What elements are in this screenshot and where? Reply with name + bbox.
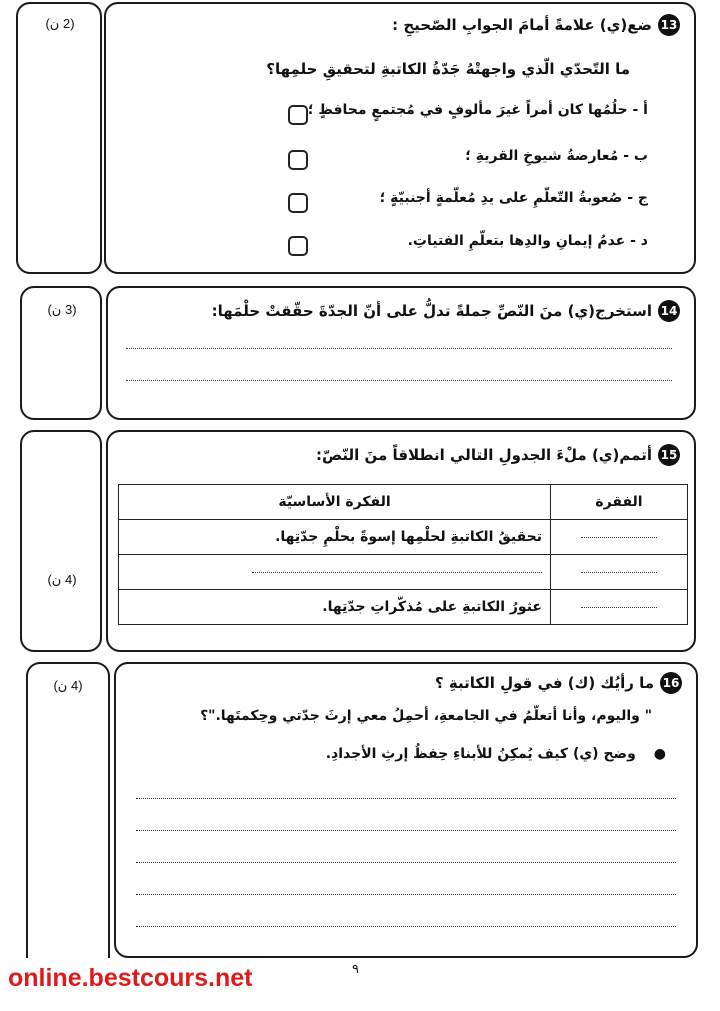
points-box-q13 <box>16 2 102 274</box>
table-row <box>119 555 688 590</box>
question-16-instruction: ما رأيُك (ك) في قولِ الكاتبةِ ؟ <box>434 674 654 692</box>
answer-line-14-1[interactable] <box>126 348 672 349</box>
table-row <box>119 590 688 625</box>
answer-line-14-2[interactable] <box>126 380 672 381</box>
answer-line-16-3[interactable] <box>136 862 676 863</box>
answer-line-16-2[interactable] <box>136 830 676 831</box>
points-box-q16 <box>26 662 110 958</box>
question-15-instruction: أتمم(ي) ملْءَ الجدولِ التالي انطلاقاً منَ النّصّ: <box>315 446 652 464</box>
points-box-q15 <box>20 430 102 652</box>
question-14-box <box>106 286 696 420</box>
table-header-row <box>119 485 688 520</box>
bullet-icon: ● <box>653 746 666 762</box>
option-c: ج - صُعوبةُ التّعلّمِ على يدِ مُعلّمةٍ أجنبيّةٍ ؛ <box>379 190 648 206</box>
question-number-13: 13 <box>658 14 680 36</box>
paragraph-cell-3[interactable] <box>551 590 688 625</box>
watermark: online.bestcours.net <box>8 964 253 992</box>
ideas-table <box>118 484 688 625</box>
main-idea-cell-1: تحقيقُ الكاتبةِ لحلْمِها إسوةً بحلْمِ جدّتِها. <box>119 520 551 555</box>
question-14-instruction: استخرج(ي) منَ النّصِّ جملةً تدلُّ على أنّ الجدّةَ حقّقتْ حلْمَها: <box>211 302 652 320</box>
table-row <box>119 520 688 555</box>
points-q13: (2 ن) <box>45 16 75 31</box>
answer-line-16-4[interactable] <box>136 894 676 895</box>
author-quote: " واليوم، وأنا أتعلّمُ في الجامعةِ، أحمِلُ معي إرثَ جدّتي وحِكمتَها."؟ <box>200 708 652 724</box>
header-paragraph: الفقرة <box>551 485 688 520</box>
checkbox-option-d[interactable] <box>288 236 308 256</box>
checkbox-option-b[interactable] <box>288 150 308 170</box>
question-16-header <box>435 672 682 694</box>
option-a: أ - حلُمُها كان أمراً غيرَ مألوفٍ في مُجتمعٍ محافظٍ ؛ <box>307 102 648 118</box>
main-idea-cell-3: عثورُ الكاتبةِ على مُذكّراتِ جدّتِها. <box>119 590 551 625</box>
page-number: ٩ <box>352 962 359 977</box>
question-16-bullet <box>326 746 666 762</box>
points-q15: (4 ن) <box>47 572 77 587</box>
question-13-box <box>104 2 696 274</box>
question-13-instruction: ضع(ي) علامةً أمامَ الجوابِ الصّحيحِ : <box>392 16 652 34</box>
bullet-text: وضح (ي) كيف يُمكِنُ للأبناءِ حِفظُ إرثِ الأجدادِ. <box>325 746 636 762</box>
answer-line-16-1[interactable] <box>136 798 676 799</box>
points-box-q14 <box>20 286 102 420</box>
question-16-box <box>114 662 698 958</box>
question-13-header <box>392 14 680 36</box>
question-13-text: ما التّحدّي الّذي واجهتْهُ جَدّةُ الكاتبةِ لتحقيقِ حلمِها؟ <box>266 60 630 78</box>
paragraph-cell-2[interactable] <box>551 555 688 590</box>
question-14-header <box>212 300 680 322</box>
header-main-idea: الفكرة الأساسيّة <box>119 485 551 520</box>
question-15-box <box>106 430 696 652</box>
question-number-15: 15 <box>658 444 680 466</box>
paragraph-cell-1[interactable] <box>551 520 688 555</box>
question-15-header <box>316 444 680 466</box>
points-q16: (4 ن) <box>53 678 83 693</box>
option-d: د - عدمُ إيمانِ والدِها بتعلّمِ الفتياتِ. <box>407 233 648 249</box>
checkbox-option-c[interactable] <box>288 193 308 213</box>
question-number-14: 14 <box>658 300 680 322</box>
points-q14: (3 ن) <box>47 302 77 317</box>
main-idea-cell-2[interactable] <box>119 555 551 590</box>
question-number-16: 16 <box>660 672 682 694</box>
option-b: ب - مُعارضةُ شيوخِ القريةِ ؛ <box>465 148 648 164</box>
answer-line-16-5[interactable] <box>136 926 676 927</box>
checkbox-option-a[interactable] <box>288 105 308 125</box>
